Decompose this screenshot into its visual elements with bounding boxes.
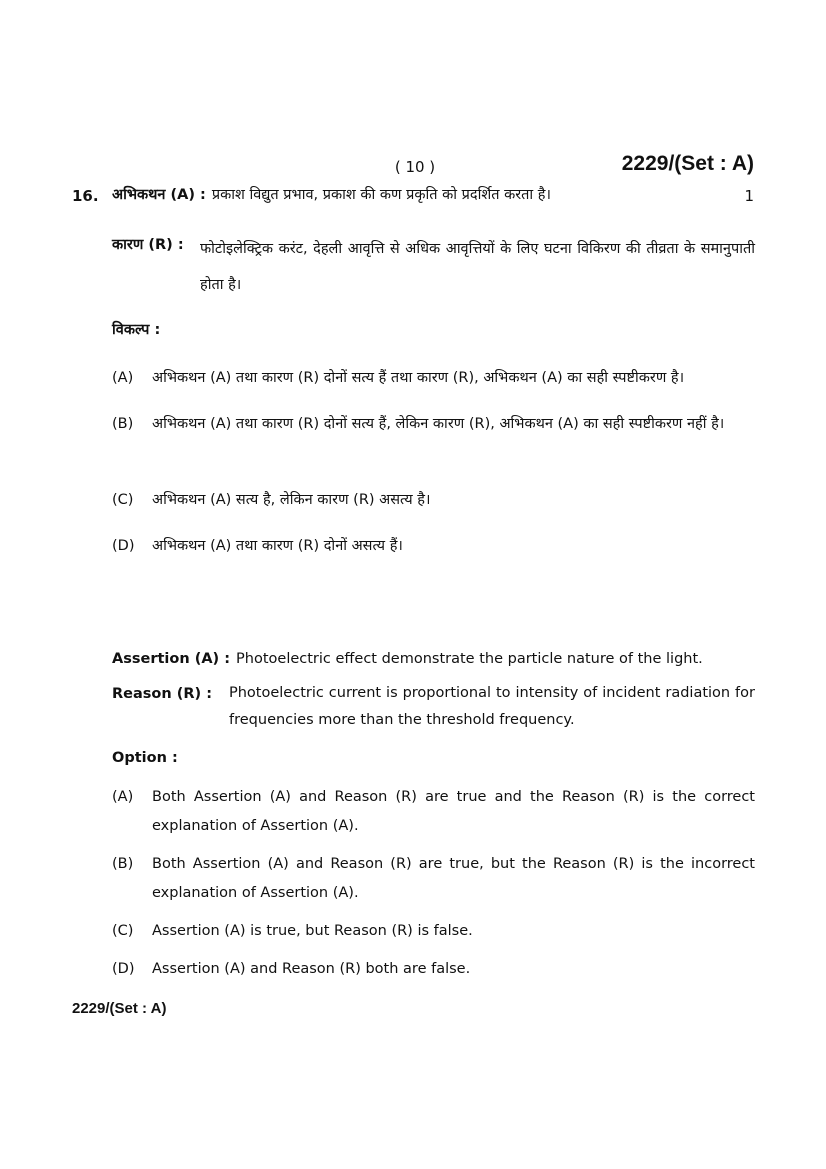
hindi-reason-label: कारण (R) : [112,237,184,253]
english-reason-label: Reason (R) : [112,686,213,702]
english-reason [112,680,755,734]
page-number: ( 10 ) [394,158,436,176]
question-number: 16. [72,187,99,205]
option-letter: (D) [112,961,135,977]
option-text: Both Assertion (A) and Reason (R) are true and the Reason (R) is the correct explanation of Assertion (A). [152,789,755,834]
english-options-label: Option : [112,750,178,766]
option-letter: (A) [112,789,134,805]
hindi-option-b [112,410,755,438]
english-option-a [112,783,755,841]
hindi-option-c [112,486,755,514]
option-text: अभिकथन (A) तथा कारण (R) दोनों असत्य हैं। [152,538,403,554]
english-assertion-label: Assertion (A) : [112,651,231,667]
option-text: Assertion (A) and Reason (R) both are false. [152,961,471,977]
english-assertion-text: Photoelectric effect demonstrate the particle nature of the light. [236,651,703,667]
english-assertion [112,645,755,674]
hindi-option-a [112,364,755,392]
hindi-reason-text: फोटोइलेक्ट्रिक करंट, देहली आवृत्ति से अधिक आवृत्तियों के लिए घटना विकिरण की तीव्रता के समानुपाती होता है। [200,241,755,293]
option-letter: (D) [112,538,135,554]
option-text: अभिकथन (A) तथा कारण (R) दोनों सत्य हैं, लेकिन कारण (R), अभिकथन (A) का सही स्पष्टीकरण नहीं है। [152,416,725,432]
option-letter: (B) [112,856,134,872]
option-text: अभिकथन (A) तथा कारण (R) दोनों सत्य हैं तथा कारण (R), अभिकथन (A) का सही स्पष्टीकरण है। [152,370,685,386]
option-text: Assertion (A) is true, but Reason (R) is false. [152,923,473,939]
option-letter: (C) [112,923,134,939]
option-text: अभिकथन (A) सत्य है, लेकिन कारण (R) असत्य है। [152,492,431,508]
hindi-assertion-text: प्रकाश विद्युत प्रभाव, प्रकाश की कण प्रकृति को प्रदर्शित करता है। [211,187,551,203]
english-option-b [112,850,755,908]
set-code-header: 2229/(Set : A) [621,152,754,175]
option-letter: (C) [112,492,134,508]
option-letter: (A) [112,370,134,386]
option-letter: (B) [112,416,134,432]
question-marks: 1 [744,187,754,205]
hindi-assertion [112,181,712,209]
hindi-assertion-label: अभिकथन (A) : [112,187,206,203]
set-code-footer: 2229/(Set : A) [72,1000,167,1017]
english-option-c [112,917,755,946]
hindi-option-d [112,532,755,560]
english-reason-text: Photoelectric current is proportional to intensity of incident radiation for frequencies more than the threshold frequency. [229,685,755,728]
hindi-reason [112,231,755,303]
option-text: Both Assertion (A) and Reason (R) are true, but the Reason (R) is the incorrect explanation of Assertion (A). [152,856,755,901]
english-option-d [112,955,755,984]
hindi-options-label: विकल्प : [112,322,161,338]
